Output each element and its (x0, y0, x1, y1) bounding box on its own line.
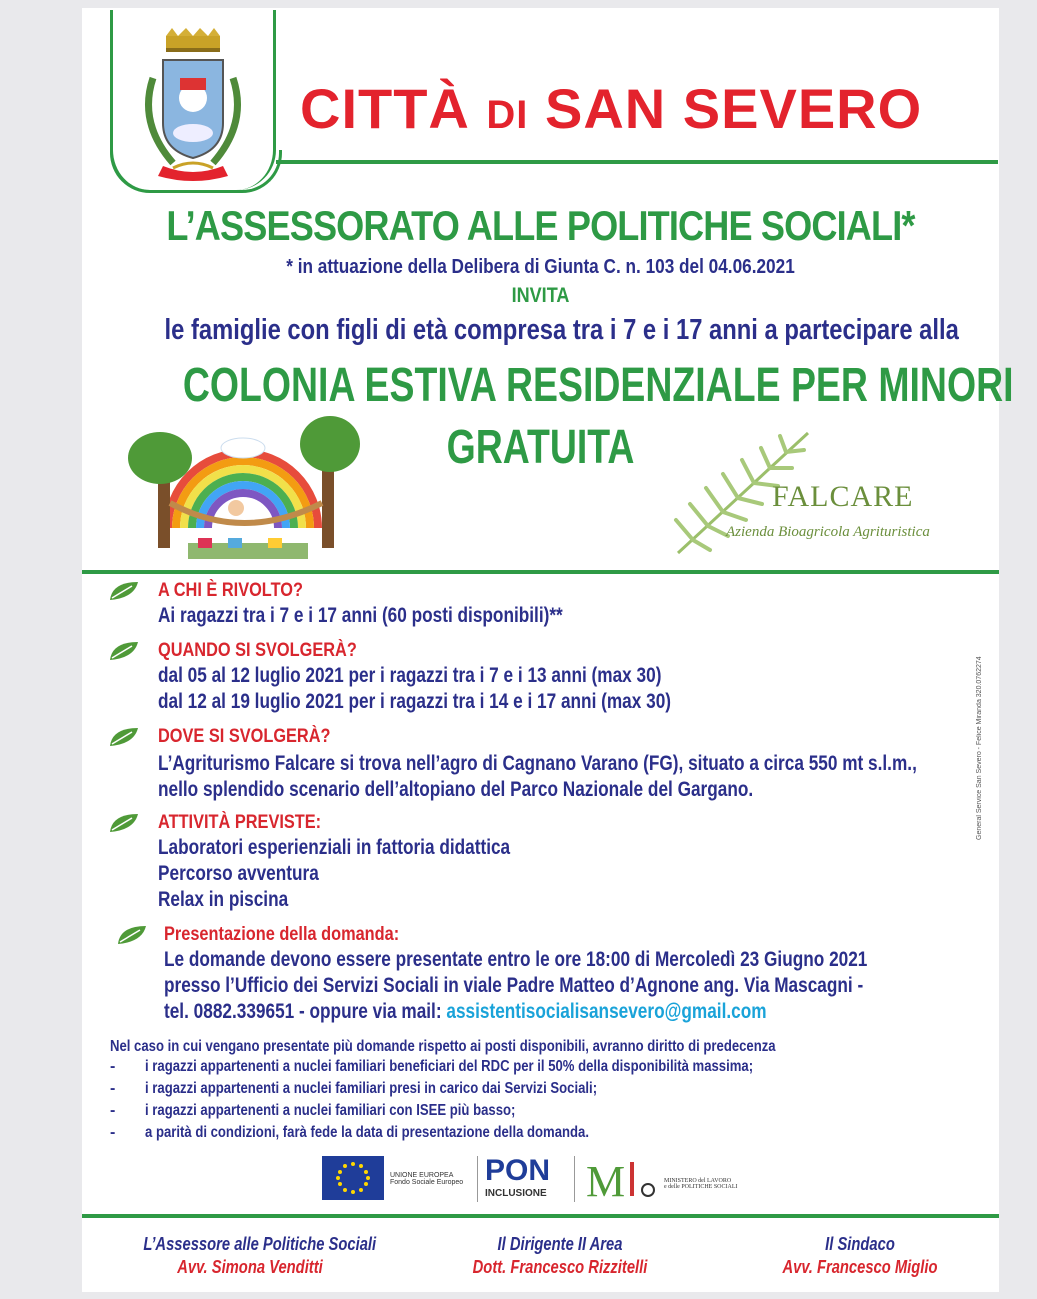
signature-assessore (143, 1234, 377, 1278)
ministero-label-line1: MINISTERO del LAVORO (664, 1178, 732, 1184)
pon-logo: PON (485, 1154, 551, 1187)
priority-intro: Nel caso in cui vengano presentate più domande rispetto ai posti disponibili, avranno diritto di predecenza (110, 1038, 776, 1055)
assessorato-heading: L’ASSESSORATO ALLE POLITICHE SOCIALI* (166, 202, 915, 249)
section-divider (82, 570, 999, 574)
leaf-bullet-icon (108, 726, 140, 748)
section-line: Le domande devono essere presentate entro le ore 18:00 di Mercoledì 23 Giugno 2021 (164, 948, 868, 971)
list-bullet: - (110, 1080, 116, 1097)
eu-label-line2: Fondo Sociale Europeo (390, 1179, 464, 1186)
section-title: A CHI È RIVOLTO? (158, 580, 303, 601)
invita-text: INVITA (511, 284, 570, 307)
signature-person: Avv. Francesco Miglio (782, 1257, 938, 1277)
city-crest-icon (128, 28, 258, 188)
print-credit: General Service San Severo - Felice Miranda 320.0762274 (976, 656, 983, 840)
logo-separator (477, 1156, 478, 1202)
gratuita-title: GRATUITA (446, 421, 635, 474)
falcare-logo-name: FALCARE (772, 480, 914, 513)
funding-logos (322, 1156, 772, 1204)
falcare-logo-subtitle: Azienda Bioagricola Agrituristica (726, 524, 930, 540)
list-bullet: - (110, 1124, 116, 1141)
inclusione-label: INCLUSIONE (485, 1188, 547, 1199)
families-invitation: le famiglie con figli di età compresa tra i 7 e i 17 anni a partecipare alla (164, 314, 959, 346)
eu-label (390, 1172, 463, 1186)
leaf-bullet-icon (116, 924, 148, 946)
leaf-bullet-icon (108, 812, 140, 834)
eu-label-line1: UNIONE EUROPEA (390, 1172, 454, 1179)
footer-divider (82, 1214, 999, 1218)
signature-role: Il Sindaco (825, 1234, 895, 1254)
section-title: Presentazione della domanda: (164, 924, 400, 945)
section-title: ATTIVITÀ PREVISTE: (158, 812, 322, 833)
signature-role: Il Dirigente II Area (497, 1234, 623, 1254)
eu-flag-icon (322, 1156, 384, 1200)
priority-item: i ragazzi appartenenti a nuclei familiari presi in carico dai Servizi Sociali; (145, 1080, 598, 1097)
header-divider (276, 160, 998, 164)
signature-person: Avv. Simona Venditti (177, 1257, 323, 1277)
rainbow-hammock-illustration (118, 408, 368, 568)
list-bullet: - (110, 1102, 116, 1119)
leaf-bullet-icon (108, 580, 140, 602)
ministero-label (664, 1178, 738, 1190)
section-line: dal 05 al 12 luglio 2021 per i ragazzi tra i 7 e i 13 anni (max 30) (158, 664, 662, 687)
section-line: Laboratori esperienziali in fattoria didattica (158, 836, 511, 859)
section-line: Relax in piscina (158, 888, 289, 911)
list-bullet: - (110, 1058, 116, 1075)
section-line: presso l’Ufficio dei Servizi Sociali in viale Padre Matteo d’Agnone ang. Via Mascagni - (164, 974, 864, 997)
signature-person: Dott. Francesco Rizzitelli (472, 1257, 648, 1277)
signature-role: L’Assessore alle Politiche Sociali (143, 1234, 377, 1254)
logo-separator (574, 1156, 575, 1202)
priority-item: i ragazzi appartenenti a nuclei familiari beneficiari del RDC per il 50% della disponibilità massima; (145, 1058, 754, 1075)
ministero-logo-icon (584, 1156, 664, 1202)
signature-sindaco (770, 1234, 950, 1278)
svg-text:M: M (586, 1157, 626, 1202)
section-line: dal 12 al 19 luglio 2021 per i ragazzi tra i 14 e i 17 anni (max 30) (158, 690, 672, 713)
section-line: Ai ragazzi tra i 7 e i 17 anni (60 posti disponibili)** (158, 604, 563, 627)
ministero-label-line2: e delle POLITICHE SOCIALI (664, 1184, 738, 1190)
leaf-bullet-icon (108, 640, 140, 662)
signature-dirigente (462, 1234, 659, 1278)
colonia-title: COLONIA ESTIVA RESIDENZIALE PER MINORI (182, 359, 1014, 412)
city-title: CITTÀ DI SAN SEVERO (300, 77, 923, 140)
priority-item: a parità di condizioni, farà fede la data di presentazione della domanda. (145, 1124, 589, 1141)
contact-phone: tel. 0882.339651 - oppure via mail: (164, 1000, 447, 1023)
section-line: L’Agriturismo Falcare si trova nell’agro di Cagnano Varano (FG), situato a circa 550 mt s.l.m., (158, 752, 917, 775)
section-title: QUANDO SI SVOLGERÀ? (158, 640, 357, 661)
email-link[interactable]: assistentisocialisansevero@gmail.com (446, 1000, 767, 1023)
section-line: nello splendido scenario dell’altopiano del Parco Nazionale del Gargano. (158, 778, 754, 801)
delibera-note: * in attuazione della Delibera di Giunta C. n. 103 del 04.06.2021 (286, 256, 795, 278)
section-line: Percorso avventura (158, 862, 319, 885)
section-line (164, 1000, 767, 1024)
priority-item: i ragazzi appartenenti a nuclei familiari con ISEE più basso; (145, 1102, 516, 1119)
section-title: DOVE SI SVOLGERÀ? (158, 726, 331, 747)
